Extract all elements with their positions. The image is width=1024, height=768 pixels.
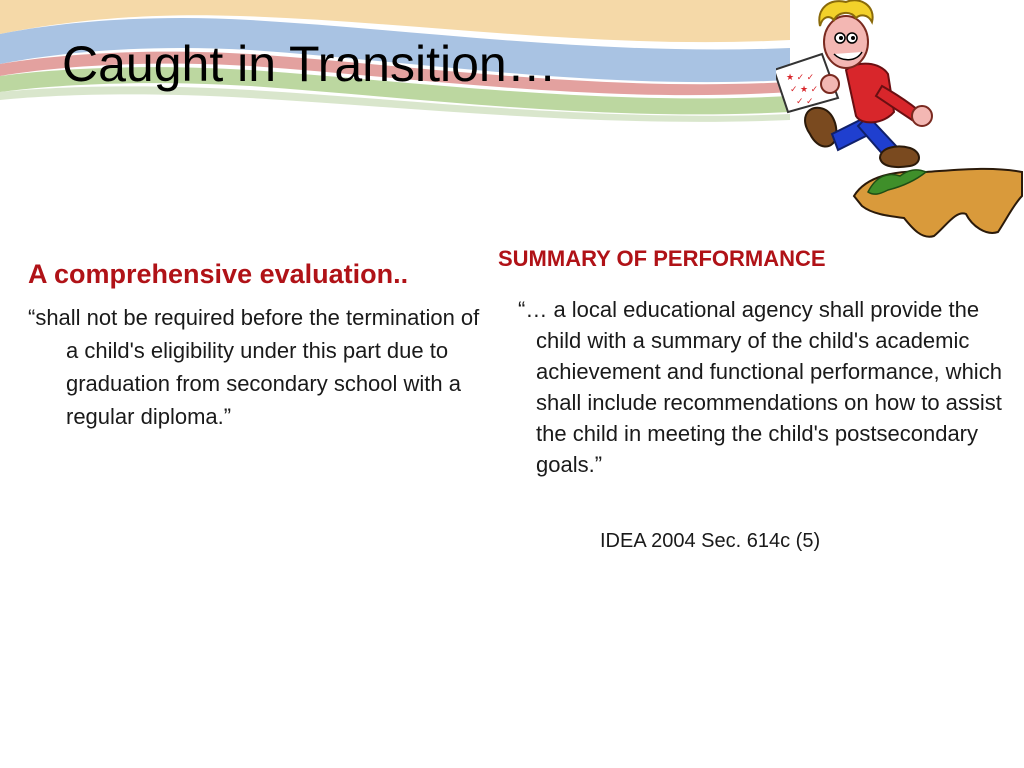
right-quote: “… a local educational agency shall provide the child with a summary of the child's academic achievement and functional performance, which shall include recommendations on how to assist the child in meeting the child's postsecondary goals.” (518, 297, 1002, 477)
left-quote: “shall not be required before the termination of a child's eligibility under this part due to graduation from secondary school with a regular diploma.” (28, 305, 480, 429)
svg-text:★ ✓ ✓: ★ ✓ ✓ (786, 72, 815, 82)
cartoon-boy-walking-icon (776, 0, 1024, 244)
left-heading: A comprehensive evaluation.. (28, 259, 409, 289)
left-column (28, 256, 488, 433)
right-heading: SUMMARY OF PERFORMANCE (498, 246, 826, 271)
svg-text:✓ ✓: ✓ ✓ (796, 96, 814, 106)
slide-title: Caught in Transition… (62, 36, 557, 92)
citation: IDEA 2004 Sec. 614c (5) (600, 530, 821, 552)
svg-text:✓ ★ ✓: ✓ ★ ✓ (790, 84, 819, 94)
